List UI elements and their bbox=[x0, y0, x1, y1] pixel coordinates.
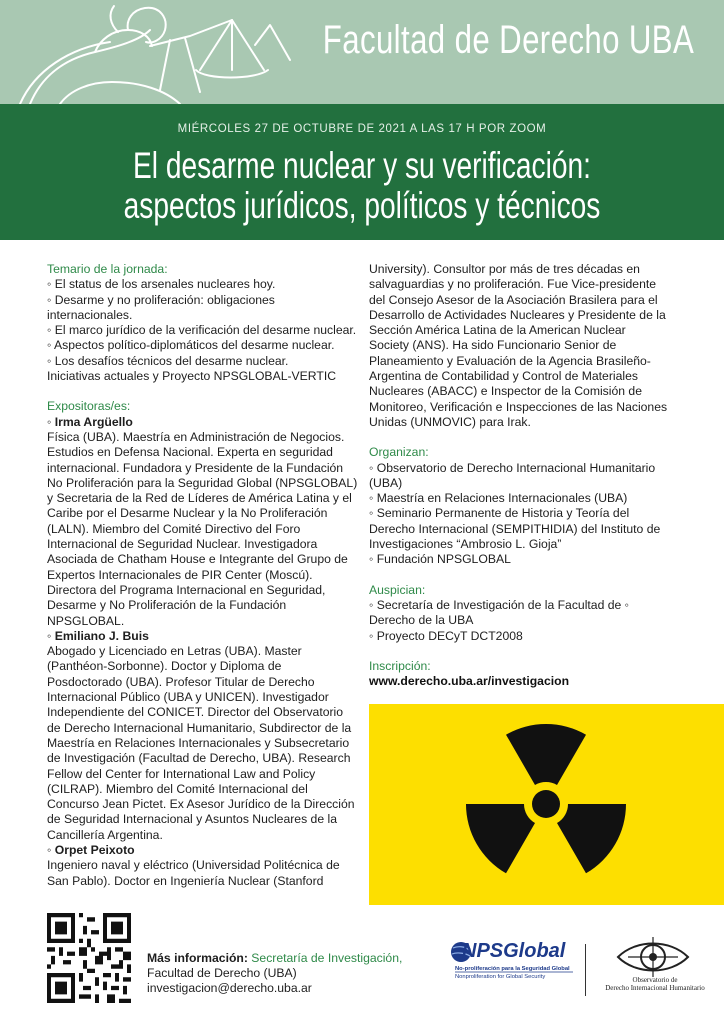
temario-item: ◦ El marco jurídico de la verificación del desarme nuclear. bbox=[47, 323, 359, 338]
inscripcion-heading: Inscripción: bbox=[369, 658, 431, 673]
right-column bbox=[369, 262, 669, 689]
temario-trailer: Iniciativas actuales y Proyecto NPSGLOBAL-VERTIC bbox=[47, 369, 337, 384]
qr-code[interactable] bbox=[47, 913, 131, 1003]
contact-email[interactable]: investigacion@derecho.uba.ar bbox=[147, 981, 312, 995]
observatorio-line-1: Observatorio de bbox=[632, 976, 678, 984]
organizer-item: ◦ Maestría en Relaciones Internacionales (UBA) bbox=[369, 491, 669, 506]
left-column bbox=[47, 262, 359, 889]
event-title-line-1: El desarme nuclear y su verificación: bbox=[133, 145, 591, 186]
temario-item: ◦ Los desafíos técnicos del desarme nuclear. bbox=[47, 354, 359, 369]
hazard-panel bbox=[369, 704, 724, 905]
organizer-item: ◦ Seminario Permanente de Historia y Teoría del Derecho Internacional (SEMPITHIDIA) del Instituto de Investigaciones “Ambrosio L. Gioja” bbox=[369, 506, 669, 552]
header-band bbox=[0, 0, 724, 104]
event-title-line-2: aspectos jurídicos, políticos y técnicos bbox=[123, 185, 601, 226]
organizer-item: ◦ Fundación NPSGLOBAL bbox=[369, 552, 669, 567]
speaker-bio: Física (UBA). Maestría en Administración de Negocios. Estudios en Defensa Nacional. Experta en seguridad internacional. Fundadora y Presidente de la Fundación No Proliferación para la Seguridad Global (NPSGLOBAL) y Secretaria de la Red de Líderes de América Latina y el Caribe por el Desarme Nuclear y la No Proliferación (LALN). Miembro del Comité Directivo del Foro Internacional de Seguridad Nuclear. Investigadora Asociada de Chatham House e Integrante del Grupo de Expertos Internacionales de PIR Center (Moscú). Directora del Programa Internacional en Seguridad, Desarme y No Proliferación de la Fundación NPSGLOBAL. bbox=[47, 429, 358, 628]
registration-link[interactable]: www.derecho.uba.ar/investigacion bbox=[369, 674, 570, 689]
temario-item: ◦ Desarme y no proliferación: obligaciones internacionales. bbox=[47, 293, 359, 324]
temario-heading: Temario de la jornada: bbox=[47, 262, 168, 276]
contact-lead: Más información: bbox=[147, 951, 248, 965]
event-banner bbox=[0, 104, 724, 240]
speaker-name: ◦ Orpet Peixoto bbox=[47, 843, 359, 858]
logo-divider bbox=[585, 944, 586, 996]
temario-item: ◦ El status de los arsenales nucleares hoy. bbox=[47, 277, 359, 292]
organizan-heading: Organizan: bbox=[369, 445, 429, 460]
sponsor-item: ◦ Proyecto DECyT DCT2008 bbox=[369, 629, 669, 644]
expositores-heading: Expositoras/es: bbox=[47, 399, 131, 414]
contact-info bbox=[147, 951, 402, 996]
speaker-bio-continued: University). Consultor por más de tres décadas en salvaguardias y no proliferación. Fue Vice-presidente del Consejo Asesor de la Asociación Brasilera para el Desarrollo de Actividades Nucleares y Presidente de la Sección América Latina de la American Nuclear Society (ANS). Ha sido Funcionario Senior de Planeamiento y Evaluación de la Agencia Brasileño-Argentina de Contabilidad y Control de Materiales Nucleares (ABACC) e Inspector de la Comisión de Monitoreo, Verificación e Inspecciones de las Naciones Unidas (UNMOVIC) para Irak. bbox=[369, 262, 668, 429]
auspician-heading: Auspician: bbox=[369, 582, 426, 597]
nps-logo-text: NPSGlobal bbox=[462, 940, 566, 962]
temario-item: ◦ Aspectos político-diplomáticos del desarme nuclear. bbox=[47, 338, 359, 353]
speaker-name: ◦ Emiliano J. Buis bbox=[47, 629, 359, 644]
observatorio-line-2: Derecho Internacional Humanitario bbox=[605, 984, 705, 992]
lady-justice-illustration bbox=[0, 0, 330, 104]
faculty-title: Facultad de Derecho UBA bbox=[322, 18, 694, 62]
radiation-icon bbox=[369, 704, 724, 905]
event-date: MIÉRCOLES 27 DE OCTUBRE DE 2021 A LAS 17 H POR ZOOM bbox=[177, 123, 547, 135]
event-title bbox=[87, 146, 637, 226]
nps-tagline: No-proliferación para la Seguridad Global bbox=[455, 966, 570, 972]
contact-office: Secretaría de Investigación, bbox=[251, 951, 403, 965]
speaker-bio: Abogado y Licenciado en Letras (UBA). Master (Panthéon-Sorbonne). Doctor y Diploma de Posdoctorado (UBA). Profesor Titular de Derecho Internacional Público (UBA y UNICEN). Investigador Independiente del CONICET. Director del Observatorio de Derecho Internacional Humanitario, Subdirector de la Maestría en Relaciones Internacionales y Subsecretario de Investigación (Facultad de Derecho, UBA). Research Fellow del Center for International Law and Policy (CILRAP). Miembro del Comité Internacional del Concurso Jean Pictet. Ex Asesor Jurídico de la Dirección de Seguridad Internacional y Asuntos Nucleares de la Cancillería Argentina. bbox=[47, 644, 355, 842]
organizer-item: ◦ Observatorio de Derecho Internacional Humanitario (UBA) bbox=[369, 461, 669, 492]
speaker-bio: Ingeniero naval y eléctrico (Universidad Politécnica de San Pablo). Doctor en Ingeniería Nuclear (Stanford bbox=[47, 858, 340, 888]
speaker-name: ◦ Irma Argüello bbox=[47, 415, 359, 430]
observatorio-logo-text bbox=[596, 976, 714, 992]
sponsor-item: ◦ Secretaría de Investigación de la Facultad de ◦ Derecho de la UBA bbox=[369, 598, 669, 629]
nps-tagline-en: Nonproliferation for Global Security bbox=[455, 974, 546, 980]
contact-faculty: Facultad de Derecho (UBA) bbox=[147, 966, 297, 980]
